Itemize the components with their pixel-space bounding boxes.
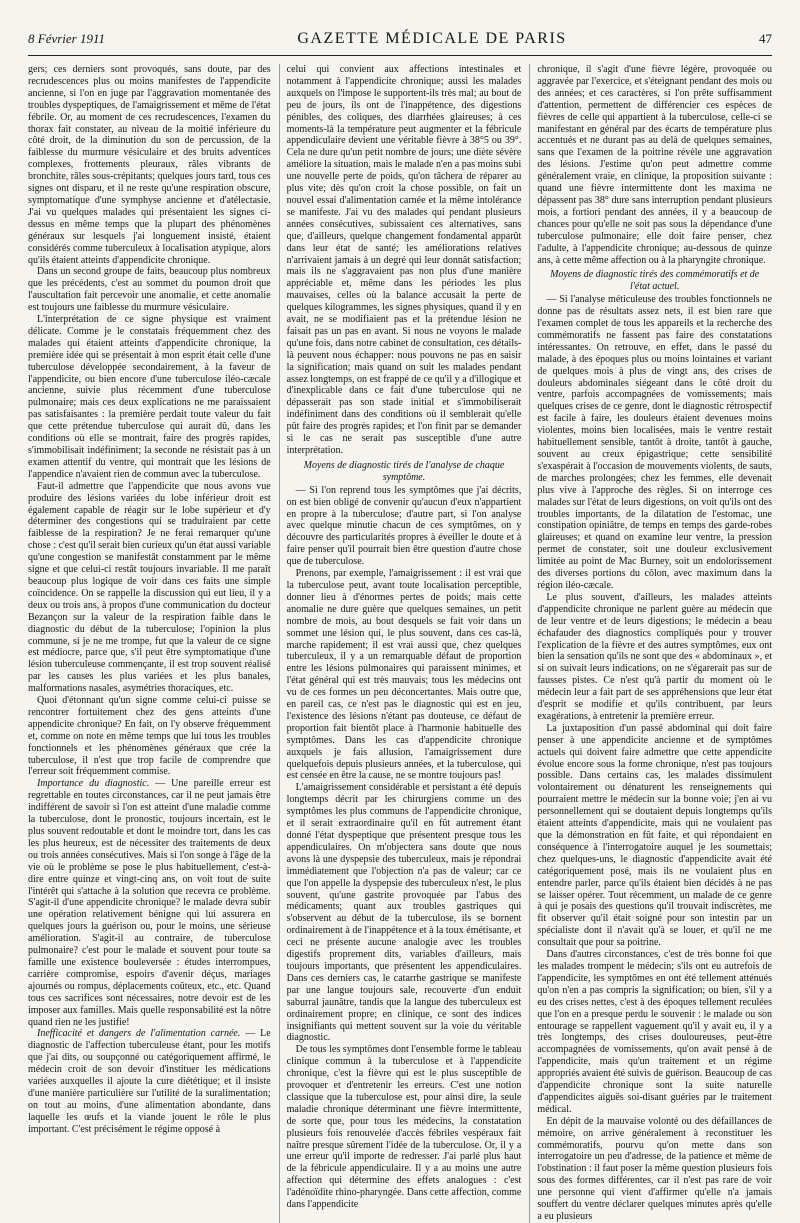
paragraph: — Si l'on reprend tous les symptômes que j'ai décrits, on est bien obligé de convenir qu'aucun d'eux n'appartient en propre à la tuberculose; d'autre part, si l'on analyse avec quelque minutie chacun de ces symptômes, on y découvre des particularités propres à éveiller le doute et à faire penser qu'il pourrait bien être question d'autre chose que de tuberculose.	[286, 484, 522, 568]
paragraph: En dépit de la mauvaise volonté ou des défaillances de mémoire, on arrive généralement à reconstituer les commémoratifs, pourvu qu'on mette dans son interrogatoire un peu d'adresse, de la patience et même de l'obstination : il faut poser la même question plusieurs fois sous des formes différentes, car il n'est pas rare de voir une personne qui vient d'affirmer qu'elle n'a jamais souffert du ventre déclarer quelques minutes après qu'elle a eu plusieurs	[537, 1115, 772, 1222]
paragraph: Dans d'autres circonstances, c'est de très bonne foi que les malades trompent le médecin; s'ils ont eu autrefois de l'appendicite, les symptômes en ont été tellement atténués qu'on n'en a pas compris la signification; ou bien, s'il y a eu des crises nettes, c'est à des époques tellement reculées que l'on en a presque perdu le souvenir : le malade ou son entourage se rappellent vaguement qu'il y avait eu, il y a très longtemps, des crises douloureuses, peut-être accompagnées de vomissements, qu'on avait pensé à de l'appendicite, mais qu'un traitement et un régime appropriés avaient été suivis de guérison. Beaucoup de cas d'appendicite chronique sont la suite naturelle d'appendicites aiguës soi-disant guéries par le traitement médical.	[537, 949, 772, 1115]
paragraph: Prenons, par exemple, l'amaigrissement : il est vrai que la tuberculose peut, avant toute localisation perceptible, donner lieu à d'énormes pertes de poids; mais cette anomalie ne dure guère que quelques semaines, un petit nombre de mois, au bout desquels se fait voir dans un sommet une lésion qui, le plus souvent, dans ces cas-là, marche rapidement; il est vrai aussi que, chez quelques tuberculeux, il y a un remarquable défaut de proportion entre les lésions pulmonaires qui paraissent minimes, et l'état général qui est très mauvais; tous les médecins ont vu de ces formes un peu déconcertantes. Mais outre que, en pareil cas, ce n'est pas le diagnostic qui est en jeu, l'existence des lésions n'étant pas douteuse, ce défaut de proportion fait bientôt place à l'harmonie habituelle des symptômes. Dans les cas d'appendicite chronique auxquels je fais allusion, l'amaigrissement dure quelquefois depuis plusieurs années, et la tuberculose, qui est censée en être la cause, ne se montre toujours pas!	[286, 568, 522, 782]
paragraph: L'amaigrissement considérable et persistant a été depuis longtemps décrit par les chirurgiens comme un des symptômes les plus communs de l'appendicite chronique, et il serait extraordinaire qu'il en fût autrement étant donné l'état dyspeptique que présentent presque tous les appendiculaires. On m'objectera sans doute que nous avons là une dyspepsie des tuberculeux, mais je répondrai immédiatement que l'objection n'a pas de valeur; car ce que l'on appelle la dyspepsie des tuberculeux n'est, le plus souvent, qu'une gastrite provoquée par l'abus des médicaments; quant aux troubles gastriques qui s'observent au début de la tuberculose, ils se bornent ordinairement à de l'inappétence et à la toux émétisante, et ceci ne présente aucune analogie avec les troubles digestifs proprement dits, variables d'ailleurs, mais toujours importants, que présentent les appendiculaires. Dans ces derniers cas, le catarrhe gastrique se manifeste par une langue toujours sale, recouverte d'un enduit saburral jaunâtre, tandis que la langue des tuberculeux est ordinairement propre; en clinique, ce sont des indices insignifiants qui mettent souvent sur la voie du véritable diagnostic.	[286, 782, 522, 1044]
paragraph: L'interprétation de ce signe physique est vraiment délicate. Comme je le constatais fréquemment chez des malades qui étaient atteints d'appendicite chronique, la première idée qui se présentait à mon esprit était celle d'une tuberculose développée secondairement, à la faveur de l'appendicite, ou bien encore d'une tuberculose iléo-cæcale ancienne, suivie plus récemment d'une tuberculose pulmonaire; mais ces deux explications ne me paraissaient pas satisfaisantes : la première perdait toute valeur du fait que cette prétendue tuberculose qui aurait dû, dans les conditions où elle se montrait, faire des progrès rapides, s'immobilisait indéfiniment; la seconde ne résistait pas à un examen attentif du ventre, qui montrait que les lésions de l'appendice n'avaient rien de commun avec la tuberculose.	[28, 314, 271, 480]
column-right	[529, 64, 772, 1223]
page-header	[28, 30, 772, 56]
header-date: 8 Février 1911	[28, 31, 106, 46]
paragraph: — Si l'analyse méticuleuse des troubles fonctionnels ne donne pas de résultats assez nets, il est bien rare que l'examen complet de tous les appareils et la recherche des commémoratifs ne fassent pas faire des constatations intéressantes. On retrouve, en effet, dans le passé du malade, à des époques plus ou moins lointaines et variant de quelques mois à plus de vingt ans, des crises de douleurs abdominales siégeant dans le côté droit du ventre, parfois accompagnées de vomissements; mais quelques crises de ce genre, dont le diagnostic rétrospectif est facile à faire, les douleurs étaient devenues moins violentes, moins bien localisées, mais le ventre restait habituellement sensible, tantôt à droite, tantôt à gauche, souvent au creux épigastrique; cette sensibilité s'exaspérait à l'occasion de mouvements violents, de sauts, de marches prolongées; chez les femmes, elle devenait plus vive à l'approche des règles. Si on interroge ces malades sur l'état de leurs digestions, on voit qu'ils ont des troubles importants, de la dilatation de l'estomac, une constipation opiniâtre, de temps en temps des garde-robes glaireuses; et quand on examine leur ventre, la pression permet de constater, soit une douleur exclusivement limitée au point de Mac Burney, soit un endolorissement des diverses portions du côlon, avec maximum dans la région iléo-cæcale.	[537, 294, 772, 591]
column-left	[28, 64, 271, 1223]
paragraph-text: — Une pareille erreur est regrettable en toutes circonstances, car il ne peut jamais être indifférent de savoir si l'on est atteint d'une maladie comme la tuberculose, dont le pronostic, toujours incertain, est le plus souvent redoutable et dont le moindre tort, dans les cas les plus heureux, est de nécessiter des traitements de deux ou trois années consécutives. Mais si l'on songe à l'âge de la vie où le problème se pose le plus habituellement, c'est-à-dire entre quinze et vingt-cinq ans, on voit tout de suite l'intérêt qui s'attache à la solution que recevra ce problème. S'agit-il d'une appendicite chronique? le malade devra subir une opération relativement bénigne qui lui assurera en quelques jours la guérison ou, pour le moins, une sérieuse amélioration. S'agit-il au contraire, de tuberculose pulmonaire? c'est pour le malade et souvent pour toute sa famille une existence bouleversée : études interrompues, carrière compromise, espoirs d'avenir déçus, mariages ajournés ou rompus, déplacements coûteux, etc., etc. Quand tous ces sacrifices sont nécessaires, notre devoir est de les imposer aux familles. Mais quelle responsabilité est la nôtre quand rien ne les justifie!	[28, 778, 271, 1028]
journal-title: GAZETTE MÉDICALE DE PARIS	[297, 30, 567, 47]
section-heading: Inefficacité et dangers de l'alimentation carnée.	[37, 1028, 241, 1040]
paragraph: De tous les symptômes dont l'ensemble forme le tableau clinique commun à la tuberculose et à l'appendicite chronique, c'est la fièvre qui est le plus susceptible de provoquer et d'entretenir les erreurs. C'est une notion classique que la tuberculose est, pour ainsi dire, la seule maladie chronique déterminant une fièvre intermittente, de sorte que, pour tous les médecins, la constatation plusieurs fois renouvelée d'accès fébriles vespéraux fait naître presque sûrement l'idée de la tuberculose. Or, il y a une erreur qu'il importe de redresser. J'ai parlé plus haut de la fébricule appendiculaire. Il y a au moins une autre affection qui détermine des effets analogues : c'est l'adénoïdite rhino-pharyngée. Dans cette affection, comme dans l'appendicite	[286, 1044, 522, 1211]
column-middle	[279, 64, 522, 1223]
section-paragraph	[28, 778, 271, 1028]
paragraph: Le plus souvent, d'ailleurs, les malades atteints d'appendicite chronique ne parlent guère au médecin que de leur ventre et de leurs digestions; le médecin a beau échafauder des diagnostics compliqués pour y trouver l'explication de la fièvre et des autres symptômes, eux ont bien la sensation qu'ils ne sont que des « abdominaux », et si on suivait leurs indications, on ne s'égarerait pas sur de fausses pistes. Ce n'est qu'à partir du moment où le médecin leur a fait part de ses appréhensions que leur état d'esprit se modifie et qu'ils contribuent, par leurs exagérations, à entretenir la première erreur.	[537, 591, 772, 722]
section-heading: Moyens de diagnostic tirés des commémoratifs et de l'état actuel.	[550, 269, 760, 293]
paragraph: gers; ces derniers sont provoqués, sans doute, par des recrudescences plus ou moins manifestes de l'appendicite ancienne, si l'on en juge par l'aggravation momentanée des troubles dyspeptiques, de l'amaigrissement et même de l'état fébrile. Or, au moment de ces recrudescences, l'examen du thorax fait constater, au niveau de la moitié inférieure du côté droit, de la diminution du son de percussion, de la faiblesse du murmure vésiculaire et des bruits adventices complexes, frottements pleuraux, râles vibrants de bronchite, râles sous-crépitants; quelques jours tard, tous ces signes ont disparu, et il ne reste qu'une respiration obscure, symptomatique d'une symphyse ancienne et d'atélectasie. J'ai vu quelques malades qui présentaient les signes ci-dessus en même temps que la plupart des phénomènes généraux sur lesquels j'ai longuement insisté, étaient considérés comme tuberculeux à localisation atypique, alors qu'ils étaient atteints d'appendicite chronique.	[28, 64, 271, 266]
section-heading: Importance du diagnostic.	[37, 778, 150, 790]
paragraph: Dans un second groupe de faits, beaucoup plus nombreux que les précédents, c'est au sommet du poumon droit que l'auscultation fait percevoir une anomalie, et cette anomalie est toujours une faiblesse du murmure vésiculaire.	[28, 266, 271, 314]
text-columns	[28, 64, 772, 1222]
section-paragraph	[28, 1028, 271, 1135]
paragraph: celui qui convient aux affections intestinales et notamment à l'appendicite chronique; aussi les malades auxquels on l'impose le supportent-ils très mal; au bout de peu de jours, ils ont de l'inappétence, des digestions pénibles, des coliques, des diarrhées glaireuses; à ces moments-là la température peut augmenter et la fébricule appendiculaire devient une véritable fièvre à 38°5 ou 39°. Cela ne dure qu'un petit nombre de jours; une diète sévère améliore la situation, mais le malade n'en a pas moins subi une nouvelle perte de poids, qu'on tâchera de réparer au plus vite; dès qu'on croit la chose possible, on fait un nouvel essai d'alimentation carnée et la même intolérance se manifeste. J'ai vu des malades qui pendant plusieurs années consécutives, subissaient ces alternatives, sans que, d'ailleurs, quelque changement fondamental apparût dans leur état de santé; les améliorations relatives n'arrivaient jamais à un degré qui leur donnât satisfaction; mais ils ne s'aggravaient pas non plus d'une manière appréciable et, même dans les périodes les plus mauvaises, celles où la balance accusait la perte de quelques kilogrammes, les signes physiques, quand il y en avait, ne se modifiaient pas et la prétendue lésion ne faisait pas un pas en avant. Si nous ne voyons le malade qu'une fois, dans notre cabinet de consultation, ces détails-là peuvent nous échapper: nous pouvons ne pas en saisir la signification; mais quand on suit les malades pendant assez longtemps, on est frappé de ce qu'il y a d'illogique et d'inexplicable dans ce fait d'une tuberculose qui ne dépasserait pas son stade initial et s'immobiliserait indéfiniment dans des conditions où il semblerait qu'elle pût faire des progrès rapides; et l'on finit par se demander si le cas ne serait pas susceptible d'une autre interprétation.	[286, 64, 522, 456]
page-number: 47	[759, 31, 772, 46]
paragraph: La juxtaposition d'un passé abdominal qui doit faire penser à une appendicite ancienne et de symptômes actuels qui doivent faire admettre que cette appendicite évolue encore sous la forme chronique, n'est pas toujours possible. Dans certains cas, les malades dissimulent volontairement ou dénaturent les renseignements qui pourraient mettre le médecin sur la bonne voie; j'en ai vu personnellement qui se doutaient depuis longtemps qu'ils étaient atteints d'appendicite, mais qui ne voulaient pas que la démonstration en fût faite, et qui répondaient en conséquence à l'interrogatoire auquel je les soumettais; chez quelques-uns, le diagnostic d'appendicite avait été catégoriquement posé, mais ils ne voulaient plus en entendre parler, parce qu'ils étaient bien décidés à ne pas se laisser opérer. Tout récemment, un malade de ce genre à qui je posais des questions qu'il trouvait indiscrètes, me fit observer qu'il était soigné pour son intestin par un spécialiste dont il n'avait qu'à se louer, et qu'il ne me consultait que pour sa poitrine.	[537, 722, 772, 949]
section-heading: Moyens de diagnostic tirés de l'analyse de chaque symptôme.	[303, 459, 505, 483]
paragraph: Quoi d'étonnant qu'un signe comme celui-ci puisse se rencontrer fortuitement chez des gens atteints d'une appendicite chronique? En fait, on l'y observe fréquemment et, comme on note en même temps que lui tous les troubles fonctionnels et les phénomènes généraux que crée la tuberculose, il n'est que trop facile de comprendre que l'erreur soit fréquemment commise.	[28, 695, 271, 778]
paragraph: Faut-il admettre que l'appendicite que nous avons vue produire des lésions variées du lobe inférieur droit est également capable de réagir sur le lobe supérieur et d'y déterminer des congestions qui se traduiraient par cette faiblesse de la respiration? Je ne ferai remarquer qu'une chose : c'est qu'il serait bien curieux qu'un état aussi variable qu'une congestion se manifestât constamment par le même signe et que celui-ci restât toujours invariable. Il me paraît beaucoup plus logique de voir dans ces faits une simple coïncidence. On se rappelle la discussion qui eut lieu, il y a deux ou trois ans, à propos d'une communication du docteur Bezançon sur la valeur de la respiration faible dans le diagnostic du début de la tuberculose; l'opinion la plus commune, si je ne me trompe, fut que la valeur de ce signe est médiocre, parce que, s'il peut être symptomatique d'une lésion tuberculeuse commençante, il est trop souvent réalisé par les causes les plus variées et les plus banales, malformations nasales, asymétries thoraciques, etc.	[28, 480, 271, 695]
paragraph: chronique, il s'agit d'une fièvre légère, provoquée ou aggravée par l'exercice, et s'éteignant pendant des mois ou des années; et ces caractères, si l'on prête suffisamment d'attention, permettent de différencier ces espèces de fièvres de celle qui appartient à la tuberculose, celle-ci se manifestant en général par des écarts de température plus accentués et ne durant pas au delà de quelques semaines, sans que l'examen de la poitrine révèle une aggravation des lésions. J'estime qu'on peut admettre comme généralement vraie, en clinique, la proposition suivante : quand une fièvre intermittente dont les maxima ne dépassent pas 38° dure sans interruption pendant plusieurs mois, a fortiori pendant des années, il y a beaucoup de chances pour qu'elle ne soit pas sous la dépendance d'une tuberculose pulmonaire; elle doit faire penser, chez l'adulte, à l'appendicite chronique; au-dessous de quinze ans, à cette même affection ou à la pharyngite chronique.	[537, 64, 772, 266]
paragraph-text: — Le diagnostic de l'affection tuberculeuse étant, pour les motifs que j'ai dits, ou soupçonné ou catégoriquement affirmé, le médecin croit de son devoir d'instituer les médications variées auxquelles il ajoute la cure diététique; et il insiste d'une manière particulière sur l'utilité de la suralimentation; on tout au moins, d'une alimentation abondante, dans laquelle les œufs et la viande jouent le rôle le plus important. C'est précisément le régime opposé à	[28, 1028, 271, 1135]
